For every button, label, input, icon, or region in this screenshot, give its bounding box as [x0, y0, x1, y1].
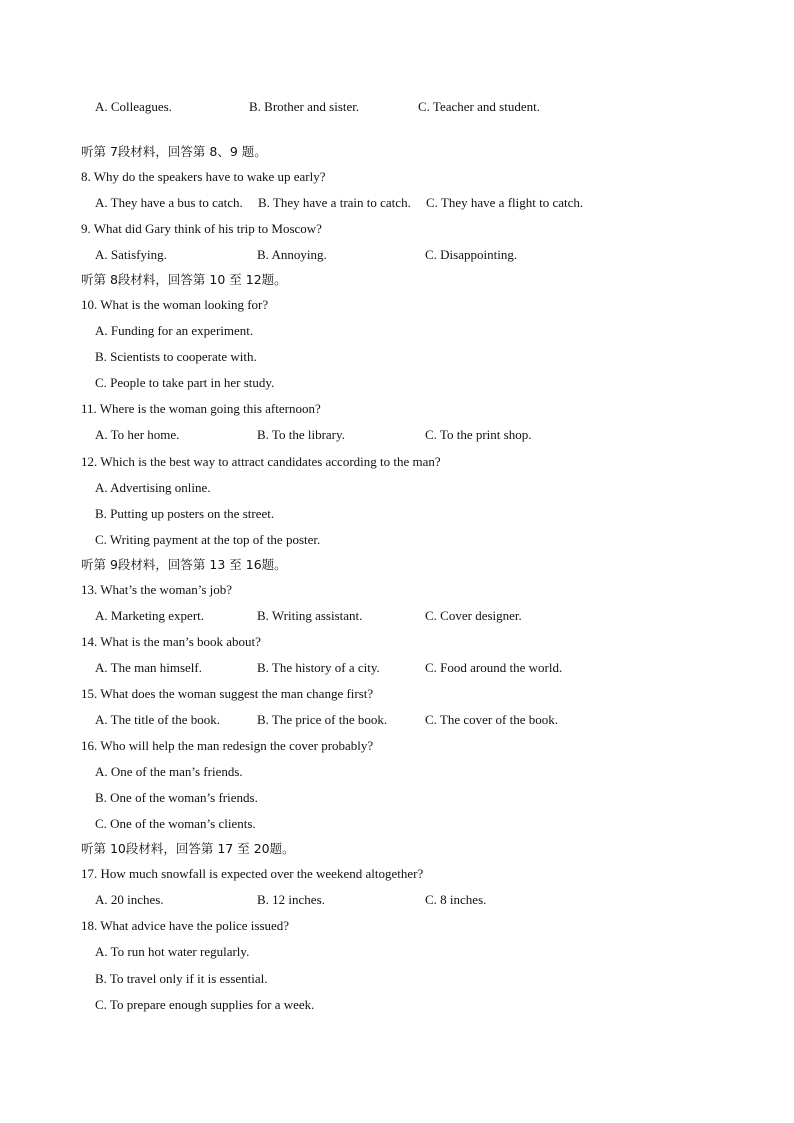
q13-option-b: B. Writing assistant. — [257, 608, 363, 623]
q7-option-b: B. Brother and sister. — [249, 99, 360, 114]
q18-option-a: A. To run hot water regularly. — [95, 944, 250, 959]
q17-option-a: A. 20 inches. — [95, 892, 164, 907]
q8-option-a: A. They have a bus to catch. — [95, 195, 243, 210]
q8-stem: 8. Why do the speakers have to wake up early? — [81, 169, 326, 184]
q10-option-c: C. People to take part in her study. — [95, 375, 275, 390]
q11-option-b: B. To the library. — [257, 427, 345, 442]
section-9-heading: 听第 9段材料，回答第 13 至 16题。 — [81, 557, 287, 572]
q15-option-c: C. The cover of the book. — [425, 712, 558, 727]
q9-option-b: B. Annoying. — [257, 247, 327, 262]
q11-option-a: A. To her home. — [95, 427, 180, 442]
q16-option-b: B. One of the woman’s friends. — [95, 790, 258, 805]
q8-option-c: C. They have a flight to catch. — [426, 195, 584, 210]
q13-option-a: A. Marketing expert. — [95, 608, 205, 623]
q12-option-c: C. Writing payment at the top of the poster. — [95, 532, 321, 547]
q16-option-a: A. One of the man’s friends. — [95, 764, 243, 779]
q10-option-a: A. Funding for an experiment. — [95, 323, 254, 338]
section-10-heading: 听第 10段材料，回答第 17 至 20题。 — [81, 841, 295, 856]
q16-stem: 16. Who will help the man redesign the cover probably? — [81, 738, 374, 753]
q11-option-c: C. To the print shop. — [425, 427, 532, 442]
q17-option-b: B. 12 inches. — [257, 892, 325, 907]
q18-option-b: B. To travel only if it is essential. — [95, 971, 268, 986]
q9-option-a: A. Satisfying. — [95, 247, 167, 262]
q11-stem: 11. Where is the woman going this afternoon? — [81, 401, 321, 416]
q18-stem: 18. What advice have the police issued? — [81, 918, 290, 933]
q14-option-c: C. Food around the world. — [425, 660, 563, 675]
q14-option-a: A. The man himself. — [95, 660, 202, 675]
q12-option-a: A. Advertising online. — [95, 480, 211, 495]
q15-option-b: B. The price of the book. — [257, 712, 388, 727]
q12-option-b: B. Putting up posters on the street. — [95, 506, 275, 521]
q7-option-a: A. Colleagues. — [95, 99, 172, 114]
q14-stem: 14. What is the man’s book about? — [81, 634, 261, 649]
q13-stem: 13. What’s the woman’s job? — [81, 582, 233, 597]
q17-option-c: C. 8 inches. — [425, 892, 487, 907]
q15-stem: 15. What does the woman suggest the man change first? — [81, 686, 374, 701]
q10-option-b: B. Scientists to cooperate with. — [95, 349, 257, 364]
q8-option-b: B. They have a train to catch. — [258, 195, 411, 210]
q15-option-a: A. The title of the book. — [95, 712, 221, 727]
q7-option-c: C. Teacher and student. — [418, 99, 540, 114]
section-8-heading: 听第 8段材料，回答第 10 至 12题。 — [81, 272, 287, 287]
q17-stem: 17. How much snowfall is expected over the weekend altogether? — [81, 866, 424, 881]
q10-stem: 10. What is the woman looking for? — [81, 297, 269, 312]
q16-option-c: C. One of the woman’s clients. — [95, 816, 256, 831]
q9-option-c: C. Disappointing. — [425, 247, 518, 262]
q14-option-b: B. The history of a city. — [257, 660, 380, 675]
q13-option-c: C. Cover designer. — [425, 608, 522, 623]
q18-option-c: C. To prepare enough supplies for a week. — [95, 997, 315, 1012]
section-7-heading: 听第 7段材料，回答第 8、9 题。 — [81, 144, 267, 159]
q9-stem: 9. What did Gary think of his trip to Moscow? — [81, 221, 322, 236]
q12-stem: 12. Which is the best way to attract candidates according to the man? — [81, 454, 441, 469]
